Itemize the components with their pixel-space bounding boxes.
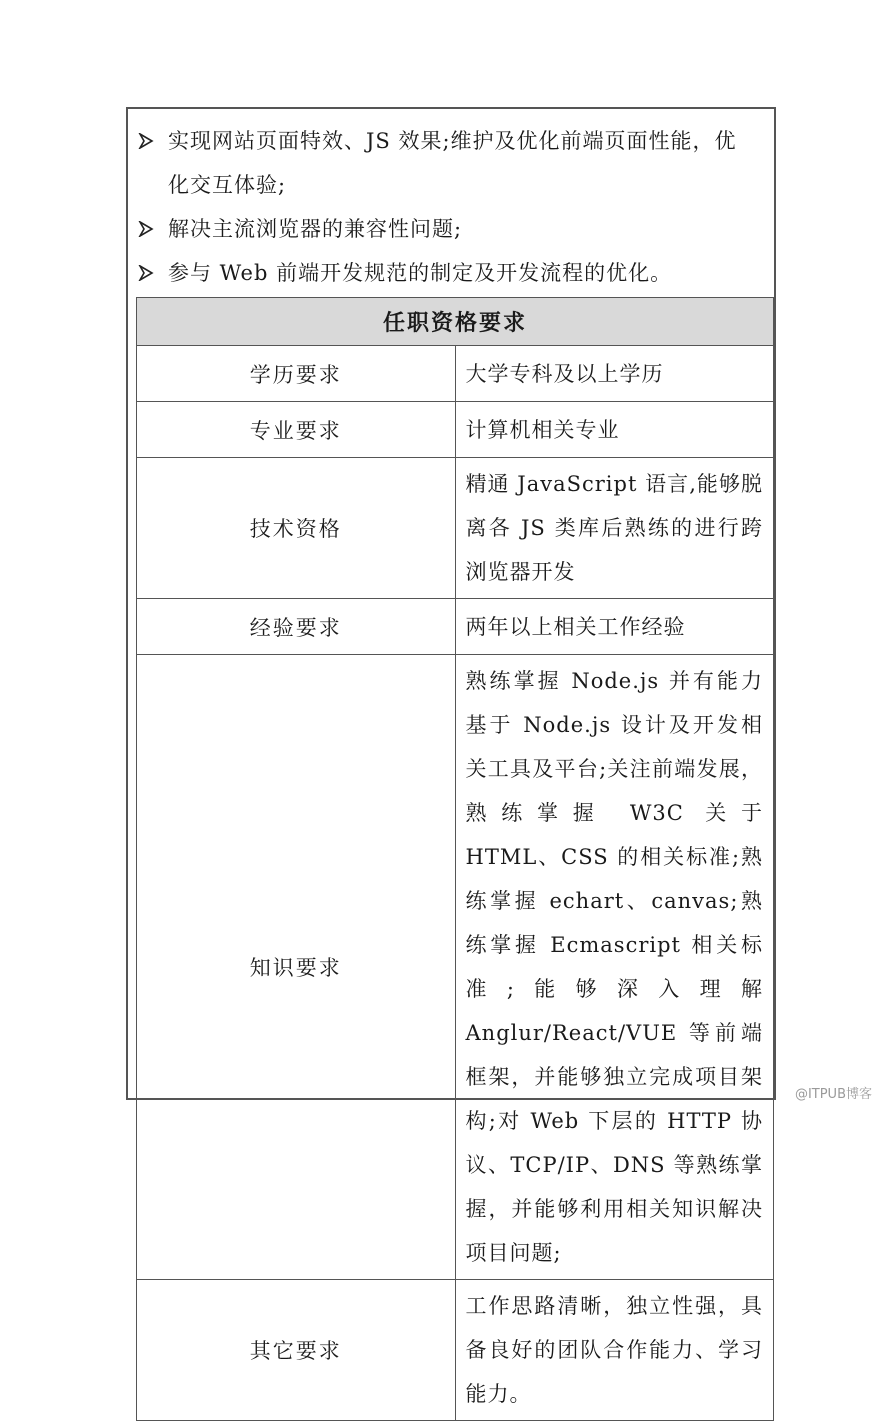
requirements-table bbox=[136, 297, 774, 1421]
row-label: 技术资格 bbox=[137, 458, 456, 599]
row-label: 专业要求 bbox=[137, 402, 456, 458]
duty-text: 实现网站页面特效、JS 效果;维护及优化前端页面性能，优化交互体验; bbox=[168, 129, 737, 197]
duty-list bbox=[128, 109, 774, 297]
duty-item bbox=[128, 119, 774, 207]
arrow-bullet-icon bbox=[138, 119, 158, 163]
watermark: @ITPUB博客 bbox=[794, 1087, 872, 1102]
table-row bbox=[137, 346, 774, 402]
row-label: 其它要求 bbox=[137, 1280, 456, 1421]
row-label: 经验要求 bbox=[137, 599, 456, 655]
duty-item bbox=[128, 207, 774, 251]
table-row bbox=[137, 655, 774, 1280]
row-value: 熟练掌握 Node.js 并有能力基于 Node.js 设计及开发相关工具及平台;关注前端发展，熟练掌握 W3C 关于 HTML、CSS 的相关标准;熟练掌握 echart、canvas;熟练掌握 Ecmascript 相关标准;能够深入理解 Anglur/React/VUE 等前端框架，并能够独立完成项目架构;对 Web 下层的 HTTP 协议、TCP/IP、DNS 等熟练掌握，并能够利用相关知识解决项目问题; bbox=[455, 655, 774, 1280]
duty-item bbox=[128, 251, 774, 295]
arrow-bullet-icon bbox=[138, 251, 158, 295]
row-value: 工作思路清晰，独立性强，具备良好的团队合作能力、学习能力。 bbox=[455, 1280, 774, 1421]
row-value: 大学专科及以上学历 bbox=[455, 346, 774, 402]
row-value: 计算机相关专业 bbox=[455, 402, 774, 458]
document-frame bbox=[126, 107, 776, 1406]
row-value: 精通 JavaScript 语言,能够脱离各 JS 类库后熟练的进行跨浏览器开发 bbox=[455, 458, 774, 599]
arrow-bullet-icon bbox=[138, 207, 158, 251]
requirements-header: 任职资格要求 bbox=[137, 298, 774, 346]
table-row bbox=[137, 1280, 774, 1421]
row-label: 学历要求 bbox=[137, 346, 456, 402]
row-value: 两年以上相关工作经验 bbox=[455, 599, 774, 655]
table-row bbox=[137, 599, 774, 655]
duty-text: 参与 Web 前端开发规范的制定及开发流程的优化。 bbox=[168, 261, 673, 285]
table-row bbox=[137, 402, 774, 458]
duty-text: 解决主流浏览器的兼容性问题; bbox=[168, 217, 463, 241]
table-row bbox=[137, 458, 774, 599]
row-label: 知识要求 bbox=[137, 655, 456, 1280]
